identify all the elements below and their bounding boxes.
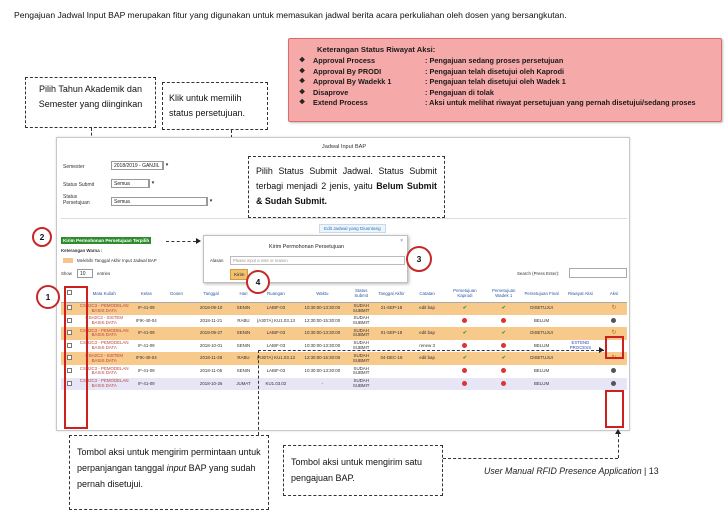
page-number: 13: [648, 466, 659, 476]
checkbox-column-highlight: [64, 286, 88, 429]
ruangan-cell-text: LABIF-03: [266, 367, 286, 373]
check-icon: ✔: [501, 355, 506, 362]
tanggal-cell-text: 2018-09-27: [199, 330, 223, 336]
waktu-cell: [296, 327, 348, 340]
kelas-cell: [130, 352, 162, 365]
legend-row: [299, 88, 711, 99]
legend-value: : Pengajuan di tolak: [425, 87, 494, 97]
arrow-icon: [196, 238, 201, 244]
waktu-cell: [296, 378, 348, 391]
kelas-cell: [130, 365, 162, 378]
tanggal-cell: [191, 352, 232, 365]
persetujuan-kaprodi-cell: [445, 315, 484, 328]
mata-kuliah-cell-text: CSH2C3 - PEMODELAN BASIS DATA: [79, 340, 129, 351]
persetujuan-final-cell: [523, 302, 560, 315]
persetujuan-wadek-cell: [484, 378, 523, 391]
persetujuan-final-cell-text: BELUM: [533, 342, 550, 348]
persetujuan-kaprodi-cell: [445, 365, 484, 378]
tanggal-akhir-cell-text: 04-DEC-18: [380, 355, 403, 361]
status-submit-cell: [348, 352, 374, 365]
ruangan-cell: [255, 302, 296, 315]
column-header: Kelas: [130, 285, 162, 302]
tanggal-akhir-cell: [374, 365, 409, 378]
waktu-cell-text: 12:30:00-15:30:00: [304, 317, 341, 323]
melebihi-label: Melebihi Tanggal Akhir Input Jadwal BAP: [77, 258, 157, 263]
callout-perpanjangan-text-end: BAP yang sudah pernah disetujui.: [77, 463, 256, 489]
page-footer: [484, 466, 659, 476]
hari-cell-text: SENIN: [236, 342, 251, 348]
reject-dot-icon: [462, 381, 467, 386]
column-header: Status Submit: [348, 285, 374, 302]
reject-dot-icon: [501, 343, 506, 348]
kelas-cell-text: IF-41-09: [138, 342, 155, 348]
search-label: Search (Press Enter):: [517, 271, 560, 276]
footer-separator: |: [641, 466, 649, 476]
send-icon[interactable]: [611, 381, 616, 386]
riwayat-aksi-cell: [560, 378, 601, 391]
waktu-cell-text: 10:30:00-13:30:00: [304, 367, 341, 373]
column-header: Persetujuan Final: [523, 285, 560, 302]
connector-line: [258, 350, 604, 351]
legend-row: [299, 56, 711, 67]
reject-dot-icon: [501, 381, 506, 386]
catatan-cell: [409, 352, 446, 365]
callout-status-submit-bold: Belum Submit & Sudah Submit.: [256, 181, 437, 206]
catatan-cell: [409, 378, 446, 391]
search-input[interactable]: [569, 268, 627, 278]
aksi-cell[interactable]: [601, 315, 627, 328]
chevron-down-icon: ▾: [207, 197, 214, 206]
kelas-cell: [130, 302, 162, 315]
persetujuan-kaprodi-cell: [445, 327, 484, 340]
status-submit-cell: [348, 327, 374, 340]
send-action-highlight: [605, 390, 624, 428]
kelas-cell: [130, 340, 162, 353]
hari-cell-text: JUMAT: [236, 380, 251, 386]
tanggal-akhir-cell-text: 01-SEP-18: [380, 330, 403, 336]
status-legend-box: [288, 38, 722, 122]
connector-line: [443, 458, 618, 459]
persetujuan-final-cell-text: BELUM: [533, 367, 550, 373]
catatan-cell: [409, 302, 446, 315]
catatan-cell-text: renew 3: [419, 342, 435, 348]
tanggal-cell: [191, 378, 232, 391]
hari-cell: [232, 365, 256, 378]
status-submit-cell-text: SUDAH SUBMIT: [352, 315, 370, 325]
callout-status-submit: [248, 156, 445, 218]
aksi-cell[interactable]: [601, 302, 627, 315]
check-icon: ✔: [462, 305, 467, 312]
status-submit-cell: [348, 378, 374, 391]
tanggal-cell-text: 2018-10-01: [199, 342, 223, 348]
legend-value: : Pengajuan telah disetujui oleh Wadek 1: [425, 77, 566, 87]
hari-cell: [232, 327, 256, 340]
refresh-icon[interactable]: ↻: [611, 305, 617, 312]
mata-kuliah-cell-text: CSH2C3 - SISTEM BASIS DATA: [85, 315, 123, 325]
kelas-cell-text: IFIK-40-04: [135, 355, 157, 361]
column-header: Catatan: [409, 285, 446, 302]
legend-value: : Pengajuan telah disetujui oleh Kaprodi: [425, 66, 565, 76]
riwayat-aksi-cell: [560, 352, 601, 365]
riwayat-aksi-cell: [560, 302, 601, 315]
alasan-label: Alasan: [210, 258, 224, 263]
column-header: Tanggal: [191, 285, 232, 302]
table-row: [61, 315, 627, 328]
status-persetujuan-label: Status Persetujuan: [63, 194, 90, 206]
semester-select[interactable]: [111, 161, 170, 170]
callout-perpanjangan-text: Tombol aksi untuk mengirim permintaan untuk perpanjangan tanggal: [77, 447, 261, 473]
column-header: Persetujuan Kaprodi: [445, 285, 484, 302]
tanggal-cell-text: 2018-09-10: [199, 305, 223, 311]
arrow-icon: [599, 347, 604, 353]
column-header: Mata Kuliah: [78, 285, 130, 302]
aksi-cell[interactable]: [601, 378, 627, 391]
waktu-cell: [296, 315, 348, 328]
connector-line: [258, 350, 259, 435]
check-icon: ✔: [501, 330, 506, 337]
legend-key: Approval By Wadekk 1: [313, 77, 392, 87]
persetujuan-final-cell: [523, 378, 560, 391]
tanggal-cell-text: 2018-11-21: [200, 317, 223, 323]
status-submit-cell-text: SUDAH SUBMIT: [352, 365, 370, 376]
status-submit-cell: [348, 315, 374, 328]
tanggal-cell: [191, 302, 232, 315]
legend-value: : Aksi untuk melihat riwayat persetujuan yang pernah disetujui/sedang proses: [425, 98, 696, 108]
catatan-cell: [409, 327, 446, 340]
mata-kuliah-cell-text: CSH2C3 - PEMODELAN BASIS DATA: [79, 302, 129, 313]
riwayat-aksi-cell: [560, 327, 601, 340]
chevron-down-icon: ▾: [163, 161, 170, 170]
column-header: Ruangan: [255, 285, 296, 302]
legend-row: [299, 77, 711, 88]
dosen-cell: [163, 340, 191, 353]
color-swatch: [63, 258, 73, 263]
bullet-icon: ❖: [299, 99, 306, 107]
edit-jadwal-button[interactable]: Edit Jadwal yang Diusntang: [319, 224, 386, 233]
table-row: [61, 302, 627, 315]
bullet-icon: ❖: [299, 57, 306, 64]
tanggal-akhir-cell: [374, 327, 409, 340]
legend-key: Approval By PRODI: [313, 66, 382, 76]
callout-perpanjangan-italic: input: [166, 463, 187, 473]
semester-select-value: 2018/2019 - GANJIL: [111, 161, 163, 170]
callout-kirim-satu: Tombol aksi untuk mengirim satu pengajuan BAP.: [283, 445, 443, 496]
modal-title: Kirim Permohonan Persetujuan: [269, 244, 344, 250]
send-icon[interactable]: [611, 368, 616, 373]
waktu-cell: [296, 352, 348, 365]
persetujuan-wadek-cell: [484, 315, 523, 328]
marker-4: 4: [246, 270, 270, 294]
hari-cell: [232, 315, 256, 328]
tanggal-cell: [191, 365, 232, 378]
refresh-icon[interactable]: ↻: [611, 355, 617, 362]
hari-cell: [232, 340, 256, 353]
persetujuan-final-cell-text: BELUM: [533, 380, 550, 386]
kirim-button[interactable]: Kirim: [230, 269, 248, 280]
kelas-cell-text: IF-41-09: [138, 305, 155, 311]
tanggal-cell-text: 2018-10-26: [199, 380, 223, 386]
catatan-cell-text: edit bap: [419, 305, 435, 311]
column-header: Riwayat Aksi: [560, 285, 601, 302]
bullet-icon: ❖: [299, 78, 306, 86]
kirim-terpilih-button[interactable]: Kirim Permohonan Persetujuan Terpilih: [63, 238, 150, 243]
dosen-cell: [163, 352, 191, 365]
riwayat-aksi-cell: [560, 315, 601, 328]
dosen-cell: [163, 302, 191, 315]
entries-select[interactable]: 10: [77, 269, 93, 278]
bullet-icon: ❖: [299, 88, 306, 96]
legend-row: [299, 98, 711, 109]
hari-cell-text: RABU: [237, 317, 250, 323]
ruangan-cell: [255, 365, 296, 378]
ruangan-cell: [255, 352, 296, 365]
kelas-cell: [130, 315, 162, 328]
catatan-cell-text: edit bap: [419, 330, 435, 336]
column-header: Hari: [232, 285, 256, 302]
persetujuan-final-cell-text: DISETUJUI: [530, 330, 553, 336]
persetujuan-final-cell: [523, 315, 560, 328]
dosen-cell: [163, 378, 191, 391]
waktu-cell-text: 12:30:00-15:30:00: [304, 355, 341, 361]
kelas-cell: [130, 327, 162, 340]
waktu-cell: [296, 302, 348, 315]
intro-text: Pengajuan Jadwal Input BAP merupakan fitur yang digunakan untuk memasukan jadwal berita acara perkuliahan oleh dosen yang bersangkutan.: [14, 10, 567, 20]
table-row: [61, 365, 627, 378]
table-row: [61, 352, 627, 365]
persetujuan-final-cell-text: DISETUJUI: [530, 305, 553, 311]
tanggal-cell-text: 2018-11-28: [200, 355, 223, 361]
legend-key: Extend Process: [313, 98, 368, 108]
reject-dot-icon: [501, 368, 506, 373]
tanggal-akhir-cell: [374, 352, 409, 365]
close-icon[interactable]: ×: [400, 238, 403, 244]
tanggal-cell: [191, 327, 232, 340]
persetujuan-final-cell-text: DISETUJUI: [530, 355, 553, 361]
divider: [61, 218, 627, 219]
mata-kuliah-cell-text: CSH2C3 - PEMODELAN BASIS DATA: [79, 327, 129, 338]
legend-key: Approval Process: [313, 56, 376, 65]
status-persetujuan-value: Semua: [111, 197, 207, 206]
legend-row: [299, 67, 711, 78]
persetujuan-kaprodi-cell: [445, 378, 484, 391]
bullet-icon: ❖: [299, 67, 306, 75]
tanggal-akhir-cell: [374, 315, 409, 328]
persetujuan-final-cell-text: BELUM: [533, 317, 550, 323]
connector-line: [166, 241, 196, 242]
column-header: Tanggal Akhir: [374, 285, 409, 302]
persetujuan-kaprodi-cell: [445, 302, 484, 315]
legend-title: Keterangan Status Riwayat Aksi:: [317, 45, 436, 54]
chevron-down-icon: ▾: [149, 179, 156, 188]
tanggal-cell: [191, 315, 232, 328]
persetujuan-wadek-cell: [484, 352, 523, 365]
callout-perpanjangan: [69, 435, 269, 510]
status-persetujuan-select[interactable]: [111, 197, 214, 206]
waktu-cell-text: 10:30:00-13:30:00: [304, 330, 341, 336]
column-header: Waktu: [296, 285, 348, 302]
ruangan-cell-text: LABIF-03: [266, 305, 286, 311]
hari-cell-text: RABU: [237, 355, 250, 361]
kirim-permohonan-modal: [203, 235, 408, 283]
persetujuan-final-cell: [523, 352, 560, 365]
tanggal-cell: [191, 340, 232, 353]
check-icon: ✔: [462, 355, 467, 362]
check-icon: ✔: [462, 330, 467, 337]
entries-label: entries: [97, 271, 111, 276]
ruangan-cell-text: KU1.03.02: [265, 380, 287, 386]
callout-status-submit-text: Pilih Status Submit Jadwal. Status Submit terbagi menjadi 2 jenis, yaitu: [256, 166, 437, 191]
persetujuan-wadek-cell: [484, 327, 523, 340]
panel-title: Jadwal Input BAP: [321, 144, 367, 150]
column-header: Aksi: [601, 285, 627, 302]
ruangan-cell-text: (A307A) KU1.03.13: [256, 317, 295, 323]
persetujuan-final-cell: [523, 365, 560, 378]
hari-cell: [232, 378, 256, 391]
reject-dot-icon: [462, 343, 467, 348]
waktu-cell: [296, 365, 348, 378]
status-submit-select[interactable]: [111, 179, 156, 188]
hari-cell-text: SENIN: [236, 305, 251, 311]
keterangan-warna-label: Keterangan Warna :: [61, 248, 103, 253]
persetujuan-wadek-cell: [484, 365, 523, 378]
waktu-cell-text: 10:30:00-13:30:00: [304, 342, 341, 348]
catatan-cell: [409, 365, 446, 378]
callout-status-persetujuan: Klik untuk memilih status persetujuan.: [162, 82, 268, 130]
arrow-icon: [615, 429, 621, 434]
reject-dot-icon: [462, 368, 467, 373]
alasan-input[interactable]: Please input a note or reason: [230, 256, 405, 265]
ruangan-cell: [255, 378, 296, 391]
waktu-cell-text: 10:30:00-13:30:00: [304, 305, 341, 311]
catatan-cell-text: edit bap: [419, 355, 435, 361]
hari-cell: [232, 302, 256, 315]
show-label: Show: [61, 271, 72, 276]
status-submit-cell: [348, 302, 374, 315]
mata-kuliah-cell-text: CSH2C3 - PEMODELAN BASIS DATA: [79, 365, 129, 376]
column-header: Dosen: [163, 285, 191, 302]
legend-value: : Pengajuan sedang proses persetujuan: [425, 56, 564, 65]
reject-dot-icon: [462, 318, 467, 323]
check-icon: ✔: [501, 305, 506, 312]
catatan-cell: [409, 315, 446, 328]
riwayat-aksi-cell: [560, 365, 601, 378]
tanggal-akhir-cell: [374, 302, 409, 315]
legend-key: Disaprove: [313, 87, 349, 97]
dosen-cell: [163, 327, 191, 340]
hari-cell-text: SENIN: [236, 367, 251, 373]
kelas-cell-text: IF-41-09: [138, 330, 155, 336]
tanggal-cell-text: 2018-11-05: [200, 367, 223, 373]
persetujuan-kaprodi-cell: [445, 352, 484, 365]
hari-cell: [232, 352, 256, 365]
dosen-cell: [163, 315, 191, 328]
kelas-cell: [130, 378, 162, 391]
persetujuan-final-cell: [523, 327, 560, 340]
kelas-cell-text: IFIK-40-04: [135, 317, 157, 323]
persetujuan-wadek-cell: [484, 302, 523, 315]
ruangan-cell: [255, 315, 296, 328]
send-icon[interactable]: [611, 318, 616, 323]
semester-label: Semester: [63, 164, 85, 170]
status-submit-cell-text: SUDAH SUBMIT: [352, 327, 370, 338]
status-submit-cell: [348, 365, 374, 378]
waktu-cell-text: -: [321, 380, 324, 386]
kelas-cell-text: IF-41-09: [138, 380, 155, 386]
status-submit-value: Semua: [111, 179, 149, 188]
ruangan-cell: [255, 327, 296, 340]
extend-action-highlight: [605, 336, 624, 362]
mata-kuliah-cell-text: CSH2C3 - SISTEM BASIS DATA: [85, 353, 123, 363]
status-submit-cell-text: SUDAH SUBMIT: [352, 340, 370, 351]
status-submit-label: Status Submit: [63, 182, 95, 188]
hari-cell-text: SENIN: [236, 330, 251, 336]
mata-kuliah-cell-text: CSH2C3 - PEMODELAN BASIS DATA: [79, 378, 129, 388]
aksi-cell[interactable]: [601, 365, 627, 378]
connector-line: [618, 434, 619, 458]
tanggal-akhir-cell-text: 21-SEP-18: [380, 305, 403, 311]
footer-title: User Manual RFID Presence Application: [484, 466, 642, 476]
ruangan-cell-text: (A307A) KU1.03.13: [256, 355, 295, 361]
jadwal-table: [61, 285, 627, 390]
marker-1: 1: [36, 285, 60, 309]
dosen-cell: [163, 365, 191, 378]
ruangan-cell-text: LABIF-03: [266, 330, 286, 336]
extend-process-link[interactable]: EXTEND PROCESS: [569, 340, 592, 351]
column-header: Persetujuan Wadek 1: [484, 285, 523, 302]
tanggal-akhir-cell: [374, 378, 409, 391]
status-submit-cell-text: SUDAH SUBMIT: [352, 378, 370, 388]
marker-2: 2: [32, 227, 52, 247]
table-row: [61, 378, 627, 391]
callout-tahun-akademik: Pilih Tahun Akademik dan Semester yang diinginkan: [25, 77, 156, 128]
reject-dot-icon: [501, 318, 506, 323]
marker-3: 3: [406, 246, 432, 272]
table-row: [61, 327, 627, 340]
status-submit-cell-text: SUDAH SUBMIT: [352, 353, 370, 363]
kelas-cell-text: IF-41-09: [138, 367, 155, 373]
ruangan-cell-text: LABIF-03: [266, 342, 286, 348]
refresh-icon[interactable]: ↻: [611, 330, 617, 337]
status-submit-cell-text: SUDAH SUBMIT: [352, 302, 370, 313]
